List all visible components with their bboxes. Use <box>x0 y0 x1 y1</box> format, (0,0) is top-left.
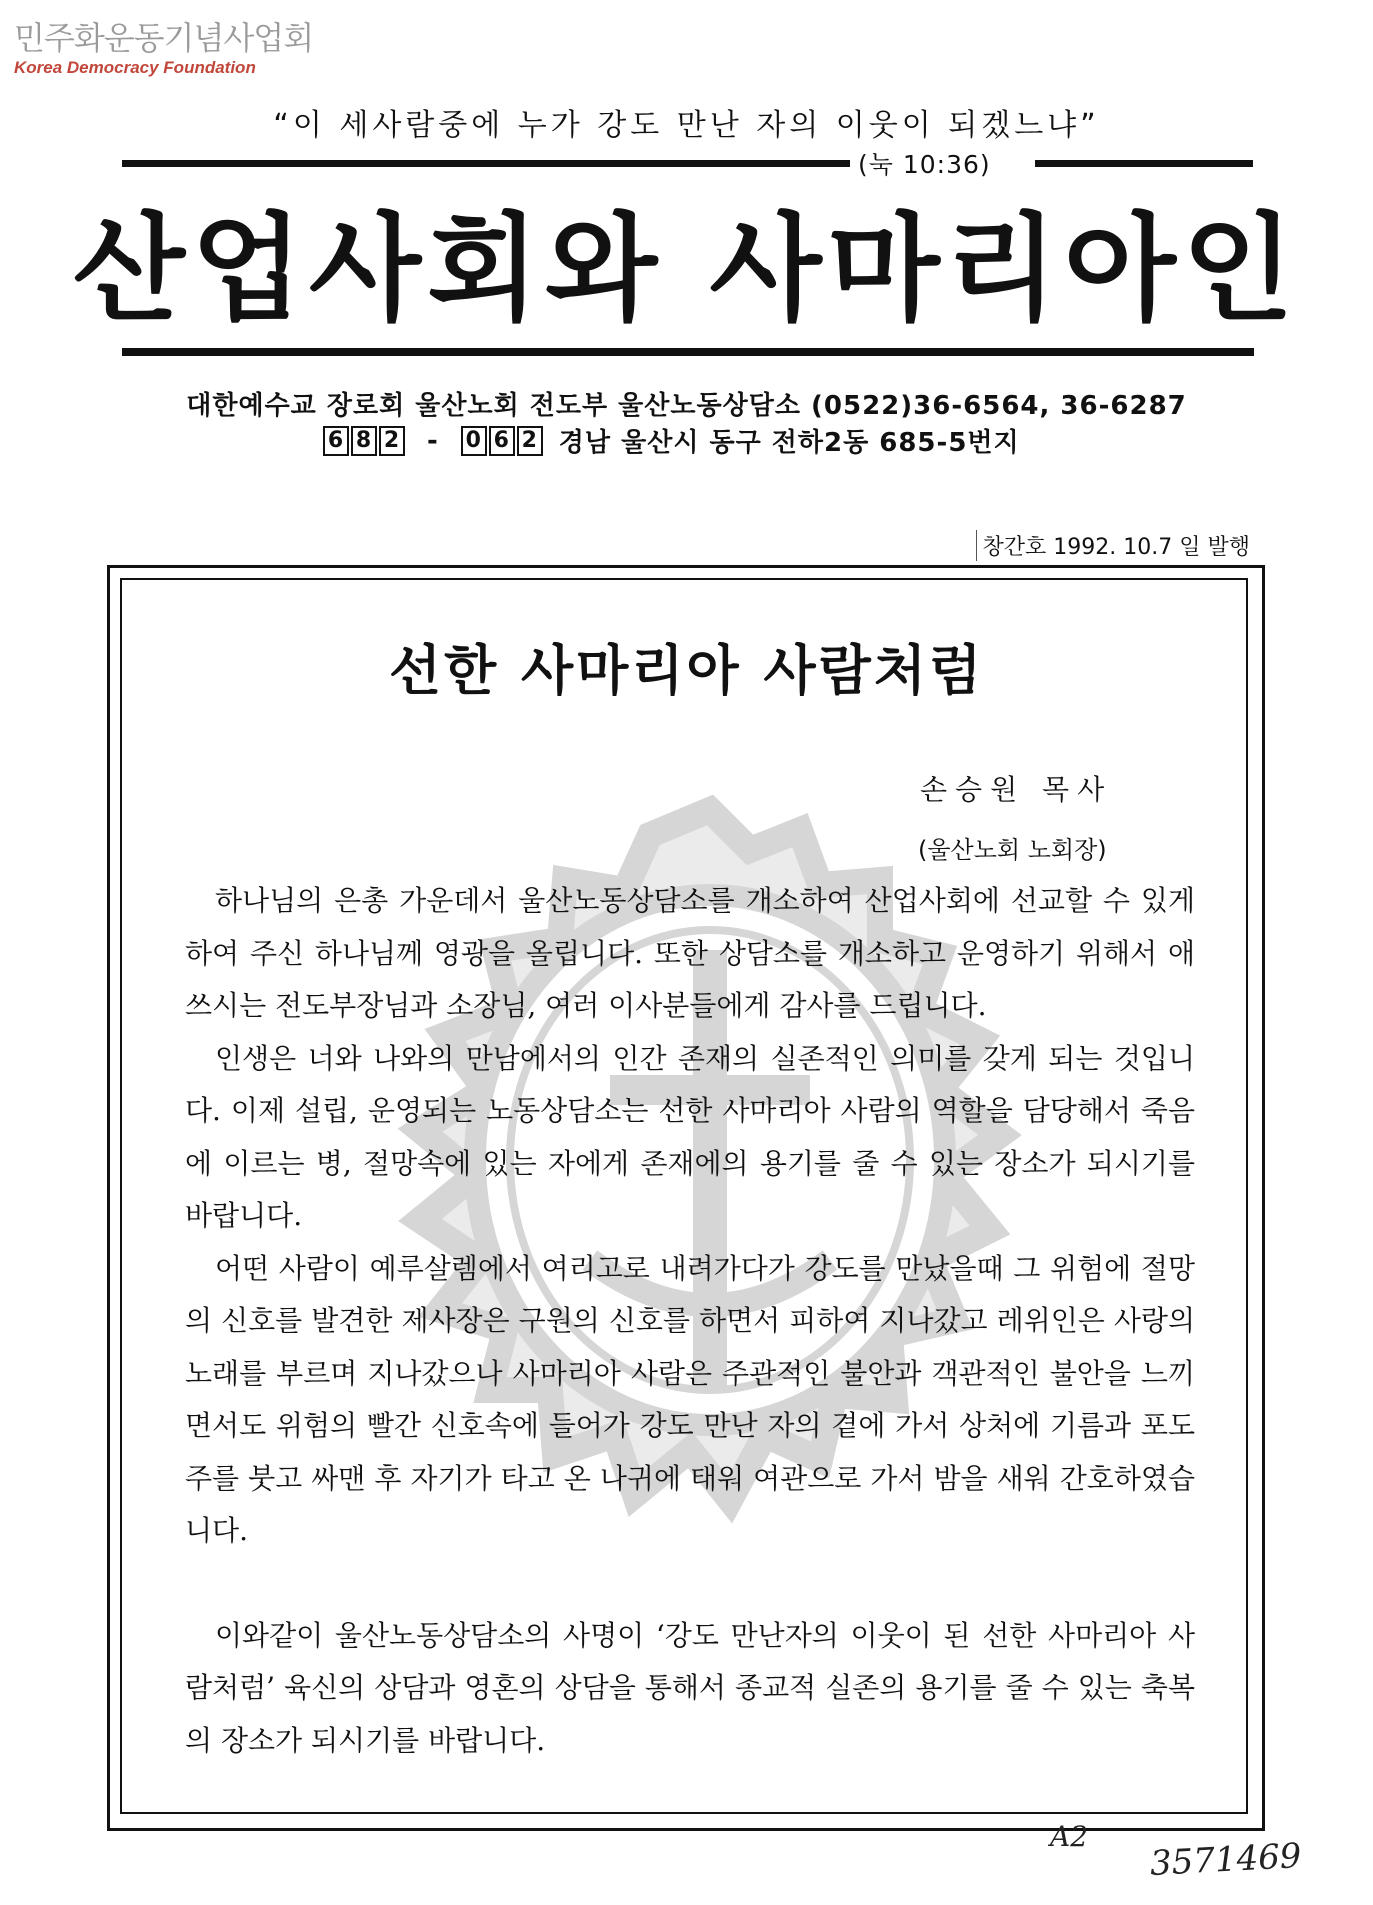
article-paragraph: 인생은 너와 나와의 만남에서의 인간 존재의 실존적인 의미를 갖게 되는 것입니다. 이제 설립, 운영되는 노동상담소는 선한 사마리아 사람의 역할을 담당해서 죽음에 이르는 병, 절망속에 있는 자에게 존재에의 용기를 줄 수 있는 장소가 되시기를 바랍니다. <box>185 1041 1195 1232</box>
article-paragraph: 하나님의 은총 가운데서 울산노동상담소를 개소하여 산업사회에 선교할 수 있게하여 주신 하나님께 영광을 올립니다. 또한 상담소를 개소하고 운영하기 위해서 애쓰시는 전도부장님과 소장님, 여러 이사분들에게 감사를 드립니다. <box>185 884 1195 1022</box>
zip-digit: 8 <box>351 426 377 456</box>
page-mark: A2 <box>1050 1820 1089 1853</box>
zip-dash: - <box>427 425 439 456</box>
zip-digit: 0 <box>461 426 487 456</box>
bible-quote: “이 세사람중에 누가 강도 만난 자의 이웃이 되겠느냐” <box>273 108 1100 143</box>
logo-english-text: Korea Democracy Foundation <box>14 58 256 77</box>
title-rule <box>122 348 1254 356</box>
top-rule-right <box>1035 160 1253 167</box>
zip-code-part1 <box>323 426 405 456</box>
verse-reference: (눅 10:36) <box>858 150 991 179</box>
zip-digit: 2 <box>517 426 543 456</box>
top-rule-left <box>122 160 850 167</box>
issue-date: 창간호 1992. 10.7 일 발행 <box>976 530 1250 561</box>
author-affiliation: (울산노회 노회장) <box>918 836 1107 864</box>
zip-digit: 6 <box>489 426 515 456</box>
handwritten-number: 3571469 <box>1149 1836 1303 1884</box>
publisher-address-line2 <box>323 422 1020 459</box>
foundation-logo <box>14 20 313 78</box>
zip-digit: 6 <box>323 426 349 456</box>
article-author: 손승원 목사 <box>920 773 1113 806</box>
article-paragraph: 이와같이 울산노동상담소의 사명이 ‘강도 만난자의 이웃이 된 선한 사마리아 사람처럼’ 육신의 상담과 영혼의 상담을 통해서 종교적 실존의 용기를 줄 수 있는 축복의 장소가 되시기를 바랍니다. <box>185 1618 1195 1757</box>
article-paragraph: 어떤 사람이 예루살렘에서 여리고로 내려가다가 강도를 만났을때 그 위험에 절망의 신호를 발견한 제사장은 구원의 신호를 하면서 피하여 지나갔고 레위인은 사랑의 노래를 부르며 지나갔으나 사마리아 사람은 주관적인 불안과 객관적인 불안을 느끼면서도 위험의 빨간 신호속에 들어가 강도 만난 자의 곁에 가서 상처에 기름과 포도주를 붓고 싸맨 후 자기가 타고 온 나귀에 태워 여관으로 가서 밤을 새워 간호하였습니다. <box>185 1251 1195 1547</box>
zip-digit: 2 <box>379 426 405 456</box>
zip-code-part2 <box>461 426 543 456</box>
street-address: 경남 울산시 동구 전하2동 685-5번지 <box>558 428 1020 458</box>
article-title: 선한 사마리아 사람처럼 <box>388 639 985 702</box>
article-body <box>185 875 1195 1767</box>
newsletter-title: 산업사회와 사마리아인 <box>73 202 1300 337</box>
logo-korean-text: 민주화운동기념사업회 <box>14 19 314 57</box>
publisher-address-line1: 대한예수교 장로회 울산노회 전도부 울산노동상담소 (0522)36-6564, 36-6287 <box>186 391 1187 421</box>
